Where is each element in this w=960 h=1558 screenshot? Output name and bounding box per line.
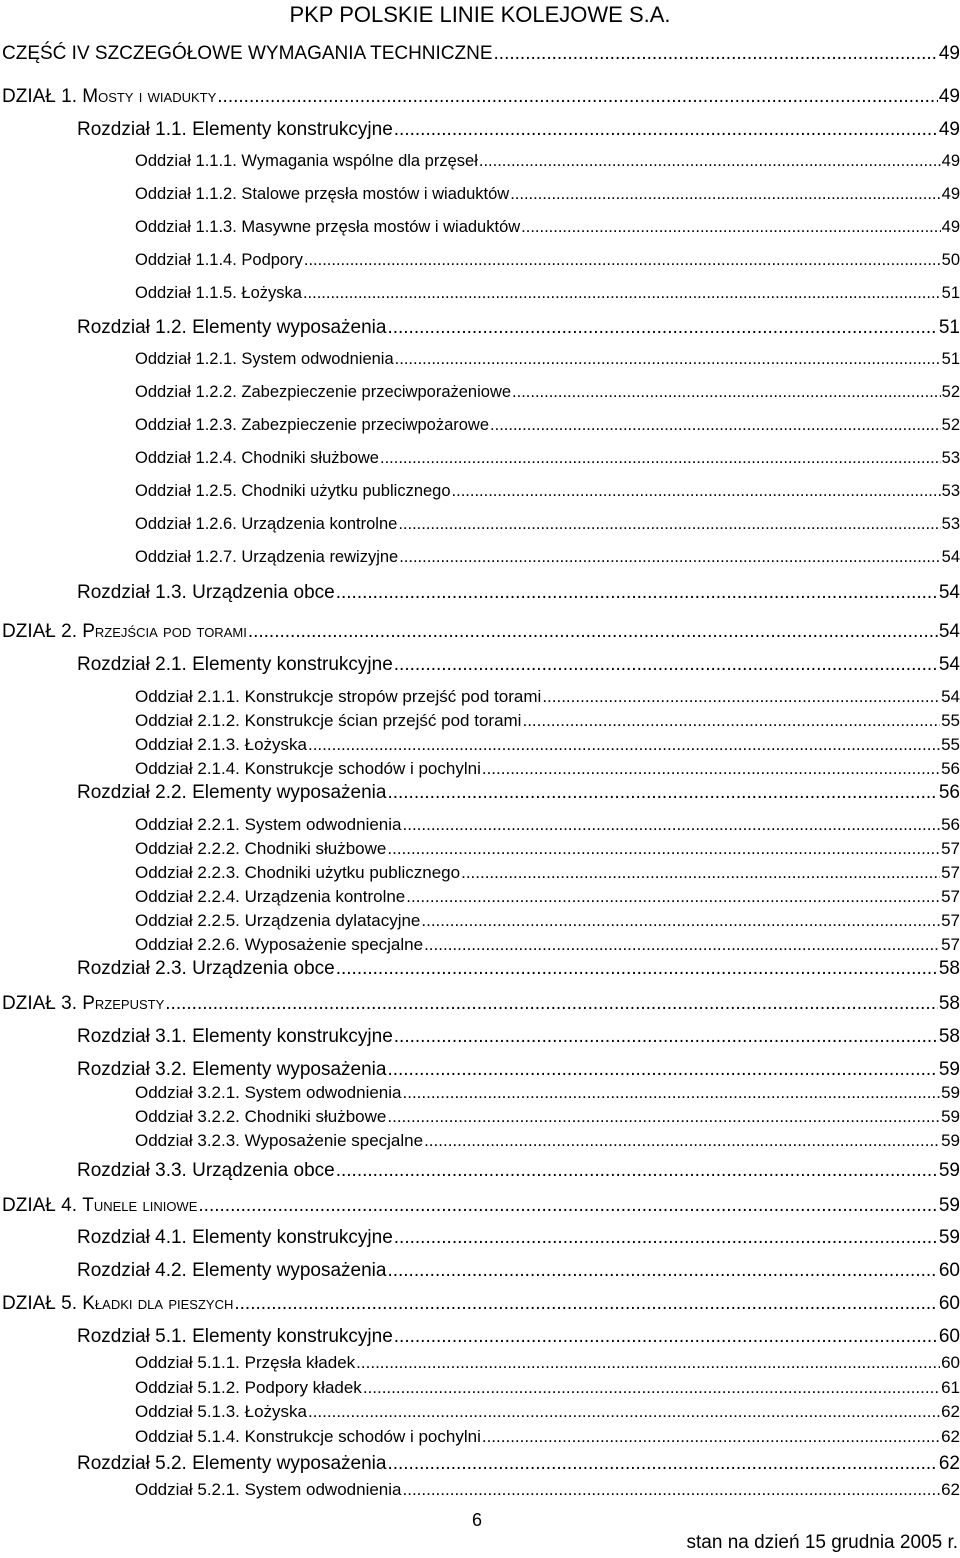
toc-entry[interactable] — [2, 1195, 960, 1217]
toc-entry-page: 60 — [938, 1293, 960, 1314]
toc-leader-dots — [356, 1353, 940, 1373]
toc-entry-title: Oddział 1.2.7. Urządzenia rewizyjne — [135, 548, 399, 566]
toc-leader-dots — [403, 1083, 941, 1103]
page-number: 6 — [472, 1510, 483, 1530]
toc-entry-page: 55 — [941, 735, 960, 754]
toc-entry-title: Rozdział 4.1. Elementy konstrukcyjne — [77, 1227, 393, 1248]
toc-entry-title: Rozdział 2.1. Elementy konstrukcyjne — [77, 654, 393, 675]
toc-entry[interactable] — [77, 958, 960, 980]
toc-entry-title: Rozdział 3.2. Elementy wyposażenia — [77, 1059, 387, 1080]
toc-entry-title: Oddział 3.2.1. System odwodnienia — [135, 1083, 402, 1102]
toc-leader-dots — [394, 119, 938, 141]
toc-entry[interactable] — [77, 1326, 960, 1348]
toc-leader-dots — [234, 1293, 938, 1315]
toc-leader-dots — [336, 958, 938, 980]
toc-leader-dots — [304, 251, 941, 270]
toc-leader-dots — [542, 687, 940, 707]
toc-entry-page: 57 — [941, 863, 960, 882]
toc-entry[interactable] — [135, 515, 960, 534]
toc-entry[interactable] — [135, 218, 960, 237]
toc-entry-page: 54 — [938, 654, 960, 675]
toc-leader-dots — [490, 416, 941, 435]
toc-entry-title: Rozdział 1.2. Elementy wyposażenia — [77, 317, 387, 338]
toc-entry-page: 49 — [938, 119, 960, 140]
toc-entry-page: 59 — [938, 1059, 960, 1080]
toc-leader-dots — [394, 1026, 938, 1048]
toc-leader-dots — [394, 1326, 938, 1348]
toc-entry-prefix: DZIAŁ 1. — [2, 86, 83, 107]
toc-entry[interactable] — [135, 759, 960, 779]
toc-entry[interactable] — [135, 449, 960, 468]
toc-entry-title: Rozdział 2.3. Urządzenia obce — [77, 958, 335, 979]
toc-leader-dots — [387, 317, 937, 339]
toc-entry[interactable] — [135, 284, 960, 303]
toc-entry[interactable] — [2, 993, 960, 1015]
toc-entry-title: Oddział 2.2.1. System odwodnienia — [135, 815, 402, 834]
toc-entry-page: 49 — [941, 152, 960, 170]
toc-leader-dots — [399, 548, 940, 567]
toc-entry-page: 62 — [941, 1480, 960, 1499]
toc-entry[interactable] — [135, 1083, 960, 1103]
toc-entry-page: 53 — [941, 482, 960, 500]
toc-entry-title: Oddział 1.1.1. Wymagania wspólne dla przęseł — [135, 152, 478, 170]
toc-entry[interactable] — [135, 711, 960, 731]
toc-entry-page: 59 — [938, 1160, 960, 1181]
toc-entry-page: 59 — [941, 1083, 960, 1102]
toc-entry-title: Oddział 1.1.3. Masywne przęsła mostów i wiaduktów — [135, 218, 521, 236]
toc-entry[interactable] — [77, 1227, 960, 1249]
toc-entry[interactable] — [77, 782, 960, 804]
toc-entry-title: CZĘŚĆ IV SZCZEGÓŁOWE WYMAGANIA TECHNICZNE — [2, 43, 493, 64]
toc-entry-page: 54 — [938, 621, 960, 642]
toc-entry-page: 55 — [941, 711, 960, 730]
toc-leader-dots — [424, 935, 940, 955]
toc-entry-title: Oddział 1.2.3. Zabezpieczenie przeciwpożarowe — [135, 416, 490, 434]
toc-entry-page: 56 — [941, 759, 960, 778]
toc-leader-dots — [387, 782, 937, 804]
toc-leader-dots — [403, 815, 941, 835]
toc-entry[interactable] — [135, 687, 960, 707]
toc-entry-title — [2, 993, 164, 1015]
toc-entry-title: Oddział 5.1.3. Łożyska — [135, 1402, 307, 1421]
toc-entry-page: 58 — [938, 993, 960, 1014]
toc-entry-page: 56 — [941, 815, 960, 834]
toc-entry[interactable] — [135, 815, 960, 835]
toc-leader-dots — [512, 383, 941, 402]
toc-entry[interactable] — [77, 1059, 960, 1081]
toc-entry-title: Oddział 1.1.4. Podpory — [135, 251, 303, 269]
toc-entry[interactable] — [135, 839, 960, 859]
toc-entry-page: 54 — [941, 687, 960, 706]
toc-entry-title: Oddział 1.2.1. System odwodnienia — [135, 350, 394, 368]
toc-entry-heading: Przepusty — [82, 993, 165, 1014]
toc-entry[interactable] — [135, 911, 960, 931]
toc-leader-dots — [303, 284, 941, 303]
toc-entry-title: Oddział 2.1.3. Łożyska — [135, 735, 307, 754]
toc-leader-dots — [522, 711, 940, 731]
toc-leader-dots — [395, 350, 941, 369]
toc-entry-prefix: DZIAŁ 2. — [2, 621, 83, 642]
toc-entry-heading: Mosty i wiadukty — [82, 86, 217, 107]
toc-leader-dots — [387, 1059, 937, 1081]
toc-entry-title: Oddział 2.2.2. Chodniki służbowe — [135, 839, 387, 858]
toc-entry-title: Rozdział 4.2. Elementy wyposażenia — [77, 1260, 387, 1281]
toc-leader-dots — [336, 582, 938, 604]
document-date: stan na dzień 15 grudnia 2005 r. — [686, 1532, 958, 1553]
toc-entry-page: 57 — [941, 935, 960, 954]
toc-entry-title — [2, 1293, 233, 1315]
toc-leader-dots — [482, 1427, 940, 1447]
toc-entry-prefix: DZIAŁ 3. — [2, 993, 83, 1014]
toc-entry-title: Rozdział 1.3. Urządzenia obce — [77, 582, 335, 603]
toc-entry-title: Oddział 2.2.4. Urządzenia kontrolne — [135, 887, 406, 906]
toc-entry-heading: Tunele liniowe — [82, 1195, 198, 1216]
toc-entry-page: 57 — [941, 887, 960, 906]
toc-entry-title: Oddział 1.1.5. Łożyska — [135, 284, 302, 302]
toc-entry[interactable] — [2, 1293, 960, 1315]
toc-entry-title: Oddział 2.1.4. Konstrukcje schodów i pochylni — [135, 759, 481, 778]
toc-leader-dots — [387, 1107, 940, 1127]
toc-entry-title: Rozdział 2.2. Elementy wyposażenia — [77, 782, 387, 803]
toc-entry-title — [2, 621, 247, 643]
toc-entry[interactable] — [77, 1160, 960, 1182]
toc-entry-prefix: DZIAŁ 5. — [2, 1293, 83, 1314]
toc-entry[interactable] — [135, 887, 960, 907]
toc-entry[interactable] — [135, 251, 960, 270]
toc-leader-dots — [398, 515, 940, 534]
toc-entry-title: Oddział 5.2.1. System odwodnienia — [135, 1480, 402, 1499]
toc-entry-page: 56 — [938, 782, 960, 803]
toc-leader-dots — [394, 654, 938, 676]
toc-entry-page: 49 — [941, 218, 960, 236]
toc-entry-page: 59 — [941, 1107, 960, 1126]
toc-leader-dots — [494, 43, 938, 65]
toc-entry[interactable] — [135, 1427, 960, 1447]
toc-entry-page: 52 — [941, 383, 960, 401]
toc-entry[interactable] — [135, 152, 960, 171]
toc-entry-title: Oddział 1.2.5. Chodniki użytku publicznego — [135, 482, 451, 500]
toc-leader-dots — [198, 1195, 937, 1217]
toc-entry-page: 49 — [941, 185, 960, 203]
toc-entry-page: 60 — [938, 1326, 960, 1347]
toc-leader-dots — [308, 1402, 940, 1422]
toc-entry-title: Oddział 5.1.1. Przęsła kładek — [135, 1353, 356, 1372]
toc-entry[interactable] — [2, 621, 960, 643]
toc-entry-title: Oddział 2.1.1. Konstrukcje stropów przejść pod torami — [135, 687, 542, 706]
toc-entry-title: Rozdział 5.2. Elementy wyposażenia — [77, 1453, 387, 1474]
toc-entry-page: 49 — [938, 86, 960, 107]
toc-entry[interactable] — [135, 416, 960, 435]
toc-leader-dots — [380, 449, 941, 468]
toc-entry[interactable] — [135, 1131, 960, 1151]
toc-entry-page: 54 — [938, 582, 960, 603]
toc-entry[interactable] — [135, 548, 960, 567]
toc-entry[interactable] — [135, 350, 960, 369]
toc-entry[interactable] — [2, 86, 960, 108]
toc-leader-dots — [403, 1480, 941, 1500]
toc-entry[interactable] — [135, 185, 960, 204]
toc-leader-dots — [510, 185, 940, 204]
toc-entry[interactable] — [135, 735, 960, 755]
toc-entry-title — [2, 1195, 197, 1217]
toc-entry[interactable] — [77, 317, 960, 339]
toc-leader-dots — [248, 621, 938, 643]
toc-entry-page: 61 — [941, 1378, 960, 1397]
toc-entry-page: 51 — [941, 350, 960, 368]
toc-entry-page: 57 — [941, 911, 960, 930]
toc-entry[interactable] — [77, 1260, 960, 1282]
toc-entry-title: Oddział 2.1.2. Konstrukcje ścian przejść pod torami — [135, 711, 522, 730]
toc-entry-page: 59 — [938, 1195, 960, 1216]
toc-entry-page: 58 — [938, 1026, 960, 1047]
toc-entry-page: 49 — [938, 43, 960, 64]
toc-entry[interactable] — [135, 935, 960, 955]
toc-leader-dots — [387, 839, 940, 859]
toc-entry-title: Oddział 3.2.2. Chodniki służbowe — [135, 1107, 387, 1126]
toc-entry-title: Rozdział 3.3. Urządzenia obce — [77, 1160, 335, 1181]
toc-entry-prefix: DZIAŁ 4. — [2, 1195, 83, 1216]
toc-entry-title: Rozdział 3.1. Elementy konstrukcyjne — [77, 1026, 393, 1047]
toc-leader-dots — [421, 911, 940, 931]
toc-leader-dots — [165, 993, 938, 1015]
toc-leader-dots — [461, 863, 940, 883]
toc-entry-page: 57 — [941, 839, 960, 858]
toc-leader-dots — [406, 887, 940, 907]
toc-entry-page: 52 — [941, 416, 960, 434]
toc-entry-title: Oddział 1.2.4. Chodniki służbowe — [135, 449, 379, 467]
toc-entry-page: 50 — [941, 251, 960, 269]
toc-leader-dots — [479, 152, 941, 171]
toc-entry[interactable] — [77, 1026, 960, 1048]
toc-leader-dots — [424, 1131, 940, 1151]
toc-leader-dots — [217, 86, 938, 108]
toc-entry-page: 60 — [941, 1353, 960, 1372]
toc-entry-page: 60 — [938, 1260, 960, 1281]
toc-entry[interactable] — [135, 863, 960, 883]
toc-entry-title: Oddział 5.1.2. Podpory kładek — [135, 1378, 362, 1397]
toc-entry-title: Rozdział 5.1. Elementy konstrukcyjne — [77, 1326, 393, 1347]
toc-leader-dots — [363, 1378, 940, 1398]
toc-leader-dots — [521, 218, 940, 237]
toc-entry-title: Oddział 1.2.6. Urządzenia kontrolne — [135, 515, 398, 533]
toc-entry-page: 62 — [941, 1427, 960, 1446]
toc-entry-page: 54 — [941, 548, 960, 566]
toc-entry[interactable] — [135, 1402, 960, 1422]
toc-entry[interactable] — [135, 1107, 960, 1127]
toc-entry[interactable] — [135, 482, 960, 501]
toc-entry[interactable] — [135, 1353, 960, 1373]
toc-entry-page: 53 — [941, 515, 960, 533]
toc-entry[interactable] — [135, 1378, 960, 1398]
toc-leader-dots — [452, 482, 941, 501]
toc-leader-dots — [482, 759, 940, 779]
toc-entry-title: Oddział 1.1.2. Stalowe przęsła mostów i wiaduktów — [135, 185, 510, 203]
toc-entry-page: 58 — [938, 958, 960, 979]
toc-entry[interactable] — [77, 582, 960, 604]
toc-entry-page: 59 — [941, 1131, 960, 1150]
toc-entry-title: Oddział 1.2.2. Zabezpieczenie przeciwporażeniowe — [135, 383, 512, 401]
toc-entry-title: Rozdział 1.1. Elementy konstrukcyjne — [77, 119, 393, 140]
toc-entry-page: 59 — [938, 1227, 960, 1248]
toc-leader-dots — [387, 1260, 937, 1282]
toc-entry-page: 51 — [938, 317, 960, 338]
toc-entry-title: Oddział 2.2.5. Urządzenia dylatacyjne — [135, 911, 421, 930]
toc-entry[interactable] — [135, 383, 960, 402]
document-header: PKP POLSKIE LINIE KOLEJOWE S.A. — [289, 2, 671, 27]
toc-entry-heading: Kładki dla pieszych — [82, 1293, 234, 1314]
toc-entry-page: 53 — [941, 449, 960, 467]
toc-entry[interactable] — [77, 654, 960, 676]
toc-entry-title — [2, 86, 216, 108]
toc-entry[interactable] — [77, 119, 960, 141]
toc-leader-dots — [387, 1453, 937, 1475]
toc-leader-dots — [394, 1227, 938, 1249]
toc-entry-page: 62 — [938, 1453, 960, 1474]
toc-entry-page: 51 — [941, 284, 960, 302]
toc-entry[interactable] — [77, 1453, 960, 1475]
toc-entry-title: Oddział 5.1.4. Konstrukcje schodów i pochylni — [135, 1427, 481, 1446]
toc-leader-dots — [308, 735, 940, 755]
toc-entry-heading: Przejścia pod torami — [82, 621, 247, 642]
toc-entry-title: Oddział 2.2.3. Chodniki użytku publicznego — [135, 863, 461, 882]
toc-entry-title: Oddział 2.2.6. Wyposażenie specjalne — [135, 935, 424, 954]
toc-entry[interactable] — [2, 43, 960, 65]
toc-leader-dots — [336, 1160, 938, 1182]
toc-entry-page: 62 — [941, 1402, 960, 1421]
toc-entry-title: Oddział 3.2.3. Wyposażenie specjalne — [135, 1131, 424, 1150]
toc-entry[interactable] — [135, 1480, 960, 1500]
